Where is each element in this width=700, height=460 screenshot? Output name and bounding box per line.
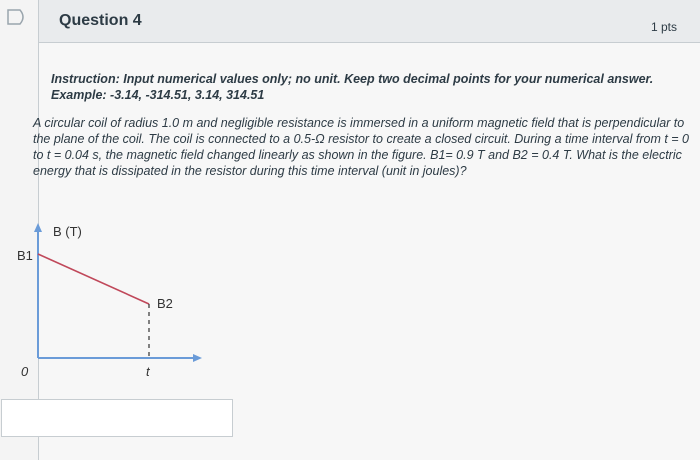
b-field-graph [1, 208, 261, 378]
b-field-line [38, 254, 149, 304]
flag-icon[interactable] [6, 8, 28, 26]
b1-label: B1 [17, 248, 33, 263]
origin-label: 0 [21, 364, 29, 378]
instruction-text: Instruction: Input numerical values only; no unit. Keep two decimal points for your numerical answer. Example: -3.14, -314.51, 3.14, 314.51 [51, 72, 654, 102]
question-body: A circular coil of radius 1.0 m and negligible resistance is immersed in a uniform magnetic field that is perpendicular to the plane of the coil. The coil is connected to a 0.5-Ω resistor to create a closed circuit. During a time interval from t = 0 to t = 0.04 s, the magnetic field changed linearly as shown in the figure. B1= 0.9 T and B2 = 0.4 T. What is the electric energy that is dissipated in the resistor during this time interval (unit in joules)? [33, 116, 689, 178]
t-label: t [146, 364, 150, 378]
question-content [17, 43, 700, 460]
question-header [38, 0, 700, 43]
question-points: 1 pts [650, 20, 677, 34]
y-axis-label: B (T) [53, 224, 82, 239]
x-axis-arrow-icon [193, 354, 202, 362]
b2-label: B2 [157, 296, 173, 311]
y-axis-arrow-icon [34, 223, 42, 232]
answer-input[interactable] [1, 399, 233, 437]
question-title: Question 4 [59, 12, 142, 29]
